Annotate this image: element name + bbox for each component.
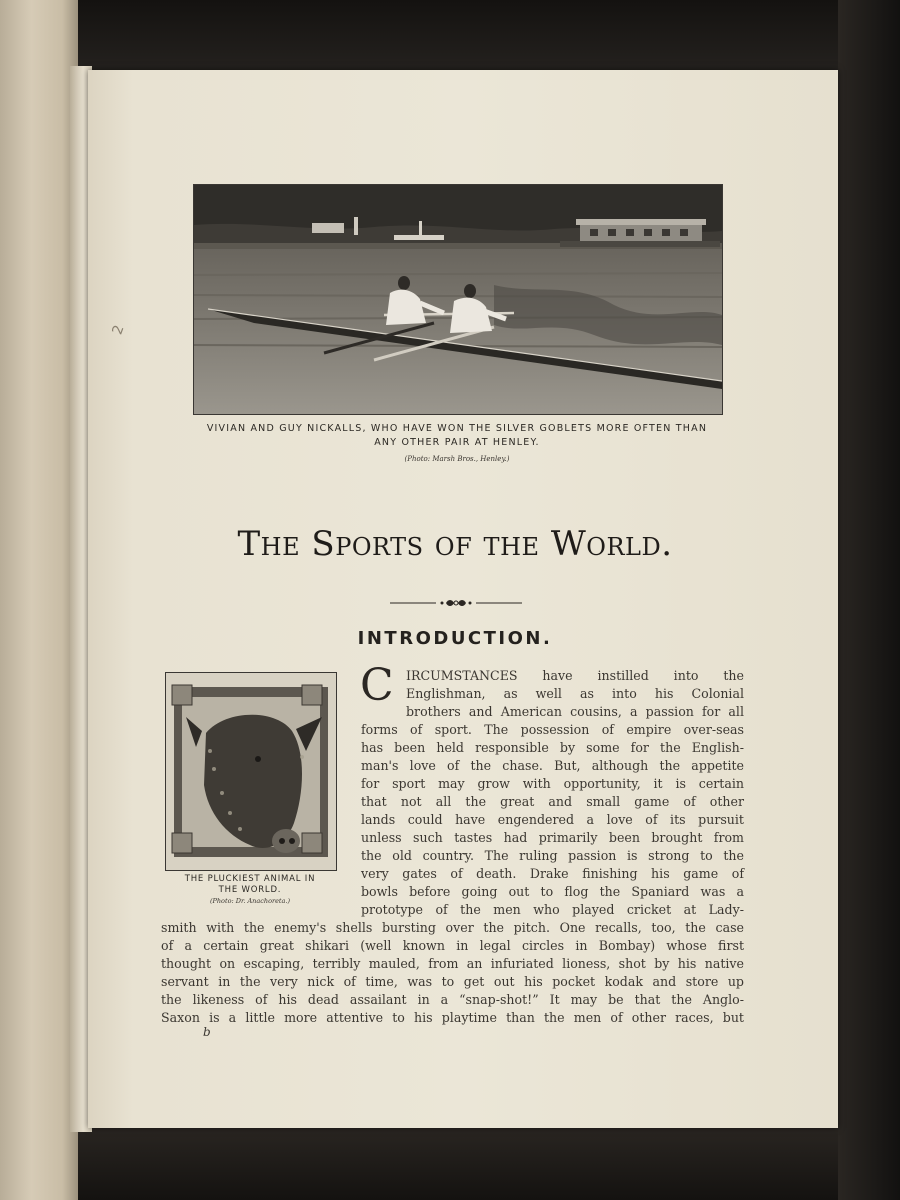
text-line: IRCUMSTANCES have instilled into the (406, 668, 744, 683)
caption-line: VIVIAN AND GUY NICKALLS, WHO HAVE WON THE SILVER GOBLETS MORE OFTEN THAN (206, 423, 708, 434)
page-title: The Sports of the World. (237, 524, 673, 564)
boar-photograph (165, 672, 337, 871)
section-heading: INTRODUCTION. (357, 628, 553, 649)
drop-cap: C (360, 660, 394, 711)
background-bottom (0, 1125, 900, 1200)
text-line: bowls before going out to flog the Spaniard was a (361, 884, 744, 899)
text-line: man's love of the chase. But, although the appetite (361, 758, 744, 773)
rowing-photograph (193, 184, 723, 415)
caption-line: ANY OTHER PAIR AT HENLEY. (374, 437, 540, 448)
boar-photo-credit: (Photo: Dr. Anachoreta.) (209, 897, 291, 905)
caption-line: THE PLUCKIEST ANIMAL IN (184, 874, 316, 884)
rowing-photo-credit: (Photo: Marsh Bros., Henley.) (404, 455, 510, 463)
text-line: prototype of the men who played cricket at Lady- (361, 902, 744, 917)
text-line: lands could have engendered a love of its pursuit (361, 812, 744, 827)
text-line: thought on escaping, terribly mauled, from an infuriated lioness, shot by his native (161, 956, 744, 971)
boar-head-image (166, 673, 336, 870)
text-line: unless such tastes had primarily been brought from (361, 830, 744, 845)
caption-line: THE WORLD. (218, 885, 282, 895)
signature-mark: b (203, 1025, 211, 1039)
text-line: the likeness of his dead assailant in a “snap-shot!” It may be that the Anglo- (161, 992, 744, 1007)
text-line: smith with the enemy's shells bursting over the pitch. One recalls, too, the case (161, 920, 744, 935)
text-line: Englishman, as well as into his Colonial (406, 686, 744, 701)
background-top (0, 0, 900, 80)
text-line: forms of sport. The possession of empire over-seas (361, 722, 744, 737)
text-line: brothers and American cousins, a passion for all (406, 704, 744, 719)
text-line: for sport may grow with opportunity, it is certain (361, 776, 744, 791)
rowing-scene (194, 185, 722, 414)
background-right (838, 0, 900, 1200)
ornament-divider (390, 596, 522, 610)
text-line: very gates of death. Drake finishing his game of (361, 866, 744, 881)
text-line: Saxon is a little more attentive to his playtime than the men of other races, but (161, 1010, 744, 1025)
boar-photo-caption (165, 874, 335, 896)
rowing-photo-caption (193, 422, 721, 450)
text-line: of a certain great shikari (well known in legal circles in Bombay) whose first (161, 938, 744, 953)
text-line: the old country. The ruling passion is strong to the (361, 848, 744, 863)
text-line: servant in the very nick of time, was to get out his pocket kodak and store up (161, 974, 744, 989)
pencil-margin-note: 2 (109, 323, 128, 337)
book-left-edge (0, 0, 78, 1200)
text-line: that not all the great and small game of other (361, 794, 744, 809)
text-line: has been held responsible by some for the English- (361, 740, 744, 755)
